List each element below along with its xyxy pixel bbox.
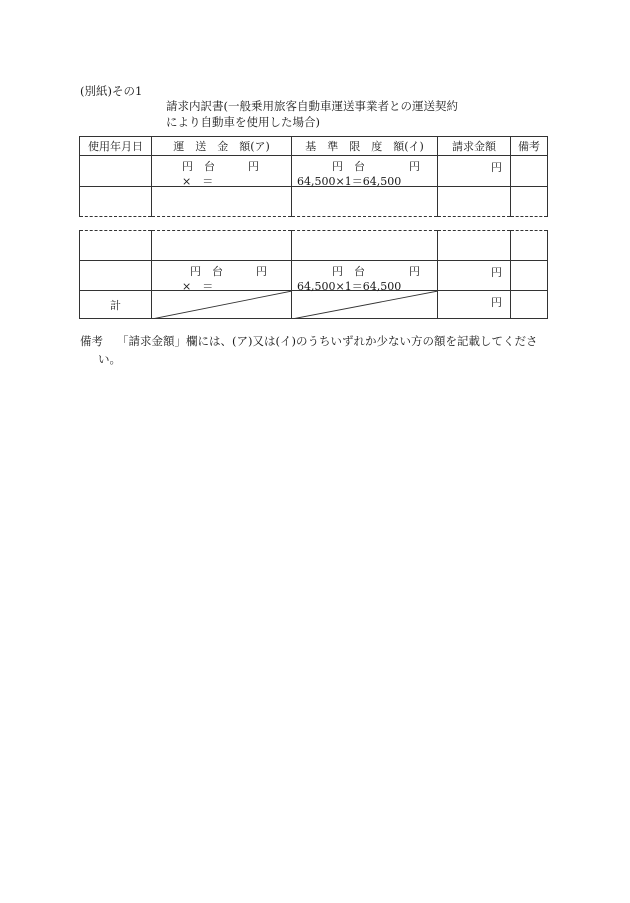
limit-line1: 円 台 円	[332, 160, 420, 173]
attachment-label: (別紙)その1	[80, 84, 143, 98]
header-remarks: 備考	[511, 137, 548, 156]
limit-line2: 64,500×1＝64,500	[297, 175, 402, 188]
claim-cell	[438, 261, 511, 291]
table-row	[80, 231, 548, 261]
diagonal-strike	[292, 291, 438, 319]
fare-line1: 円 台 円	[190, 265, 267, 278]
total-label-cell	[80, 291, 152, 319]
limit-line1: 円 台 円	[332, 265, 420, 278]
remarks-cell	[511, 261, 548, 291]
header-claim-amount: 請求金額	[438, 137, 511, 156]
document-title-line1: 請求内訳書(一般乗用旅客自動車運送事業者との運送契約	[166, 99, 458, 113]
diagonal-strike	[152, 291, 292, 319]
fare-line1: 円 台 円	[182, 160, 259, 173]
fare-line2: × ＝	[182, 280, 214, 293]
claim-cell	[438, 231, 511, 261]
table-row	[80, 156, 548, 187]
table-header-row	[80, 137, 548, 156]
remarks-total-cell	[511, 291, 548, 319]
note-label: 備考	[80, 334, 103, 348]
claim-yen: 円	[491, 266, 502, 279]
limit-cell	[292, 187, 438, 217]
claim-total-cell	[438, 291, 511, 319]
fare-cell	[152, 156, 292, 187]
fare-cell	[152, 187, 292, 217]
note-text-continuation: い。	[98, 352, 121, 366]
note-text: 「請求金額」欄には、(ア)又は(イ)のうちいずれか少ない方の額を記載してくださ	[117, 334, 538, 348]
limit-cell	[292, 261, 438, 291]
limit-cell	[292, 231, 438, 261]
remarks-cell	[511, 156, 548, 187]
claim-total-yen: 円	[491, 296, 502, 309]
fare-cell	[152, 261, 292, 291]
claim-cell	[438, 187, 511, 217]
header-standard-limit: 基 準 限 度 額(イ)	[292, 137, 438, 156]
claim-table-lower	[79, 230, 548, 319]
claim-cell	[438, 156, 511, 187]
table-row	[80, 261, 548, 291]
limit-line2: 64,500×1＝64,500	[297, 280, 402, 293]
usage-date-cell	[80, 261, 152, 291]
document-title-line2: により自動車を使用した場合)	[166, 115, 320, 129]
claim-yen: 円	[491, 161, 502, 174]
fare-cell	[152, 231, 292, 261]
total-label: 計	[110, 298, 121, 312]
total-row	[80, 291, 548, 319]
usage-date-cell	[80, 156, 152, 187]
limit-cell	[292, 156, 438, 187]
remarks-cell	[511, 187, 548, 217]
remarks-cell	[511, 231, 548, 261]
header-usage-date: 使用年月日	[80, 137, 152, 156]
fare-line2: × ＝	[182, 175, 214, 188]
usage-date-cell	[80, 231, 152, 261]
limit-total-cell	[292, 291, 438, 319]
header-fare-amount: 運 送 金 額(ア)	[152, 137, 292, 156]
table-row	[80, 187, 548, 217]
usage-date-cell	[80, 187, 152, 217]
fare-total-cell	[152, 291, 292, 319]
claim-table-upper	[79, 136, 548, 217]
